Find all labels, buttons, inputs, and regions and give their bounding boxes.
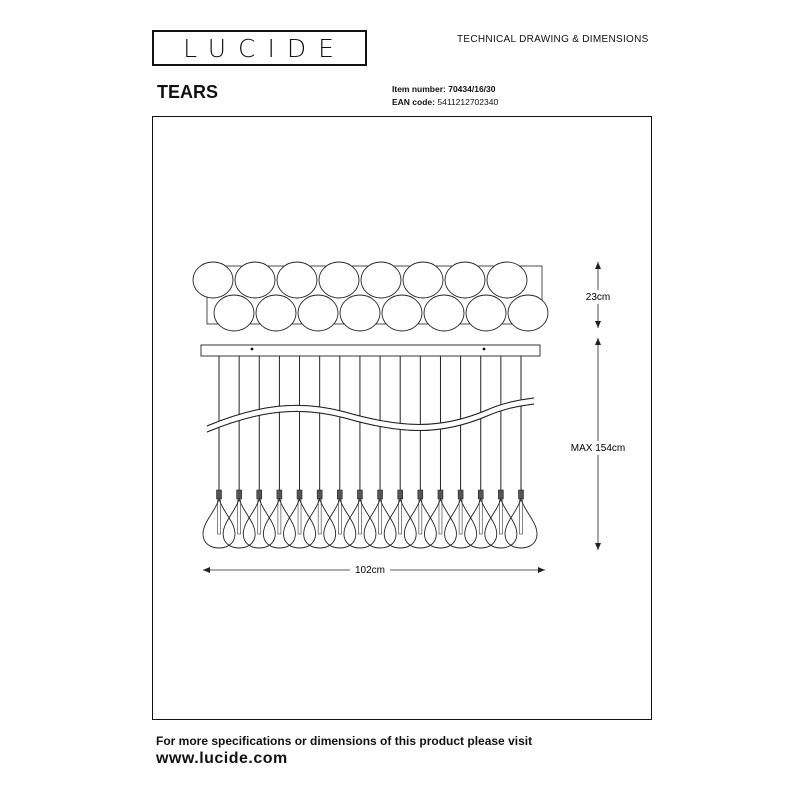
break-edge-bottom	[207, 404, 534, 432]
teardrop-glass	[384, 499, 416, 548]
teardrop-glass	[203, 499, 235, 548]
pendant-lamp	[384, 356, 416, 548]
teardrop-glass	[505, 499, 537, 548]
bulb	[499, 500, 502, 534]
website-link[interactable]: www.lucide.com	[156, 750, 288, 767]
product-name: TEARS	[157, 82, 219, 102]
ean-code-label: EAN code:	[392, 97, 435, 107]
top-view-globe	[340, 295, 380, 331]
teardrop-glass	[424, 499, 456, 548]
top-view-globe	[487, 262, 527, 298]
top-view-globe	[403, 262, 443, 298]
pendant-lamp	[284, 356, 316, 548]
teardrop-glass	[223, 499, 255, 548]
top-view-globes	[193, 262, 548, 331]
ean-code-value: 5411212702340	[437, 97, 499, 107]
bulb	[358, 500, 361, 534]
pendant-lamp	[424, 356, 456, 548]
teardrop-glass	[344, 499, 376, 548]
pendant-lamp	[465, 356, 497, 548]
arrow-right-icon	[538, 567, 545, 573]
top-view-globe	[193, 262, 233, 298]
pendant-lamp	[203, 356, 235, 548]
height-top-label: 23cm	[585, 292, 611, 303]
arrow-down-icon	[595, 321, 601, 328]
top-view-globe	[508, 295, 548, 331]
teardrop-glass	[304, 499, 336, 548]
pendant-lamp	[243, 356, 275, 548]
break-line	[207, 404, 534, 432]
top-view-globe	[445, 262, 485, 298]
canopy-screw	[483, 348, 486, 351]
top-view-globe	[466, 295, 506, 331]
bulb	[439, 500, 442, 534]
teardrop-glass	[465, 499, 497, 548]
pendant-lamp	[263, 356, 295, 548]
item-number-value: 70434/16/30	[448, 84, 496, 94]
top-view-globe	[319, 262, 359, 298]
bulb	[399, 500, 402, 534]
pendant-lamp	[324, 356, 356, 548]
top-view-globe	[277, 262, 317, 298]
top-view-globe	[361, 262, 401, 298]
top-view-globe	[235, 262, 275, 298]
pendant-lamp	[344, 356, 376, 548]
logo-text: LUCIDE	[183, 33, 346, 63]
top-view-globe	[256, 295, 296, 331]
bulb	[479, 500, 482, 534]
bulb	[278, 500, 281, 534]
top-view-globe	[298, 295, 338, 331]
pendant-lamp	[505, 356, 537, 548]
teardrop-glass	[445, 499, 477, 548]
bulb	[258, 500, 261, 534]
teardrop-glass	[364, 499, 396, 548]
top-view-globe	[424, 295, 464, 331]
arrow-left-icon	[203, 567, 210, 573]
pendant-lamp	[223, 356, 255, 548]
bulb	[298, 500, 301, 534]
teardrop-glass	[404, 499, 436, 548]
pendant-lamp	[485, 356, 517, 548]
teardrop-glass	[243, 499, 275, 548]
pendant-lamp	[445, 356, 477, 548]
width-label: 102cm	[354, 565, 386, 576]
footer-note: For more specifications or dimensions of this product please visit	[156, 734, 533, 748]
bulb	[238, 500, 241, 534]
pendant-lamp	[304, 356, 336, 548]
top-view-globe	[214, 295, 254, 331]
pendant-lamp	[404, 356, 436, 548]
bulb	[520, 500, 523, 534]
arrow-down-icon	[595, 543, 601, 550]
break-fill	[207, 398, 534, 432]
top-view-globe	[382, 295, 422, 331]
bulb	[419, 500, 422, 534]
arrow-up-icon	[595, 262, 601, 269]
pendant-lamps	[203, 356, 537, 548]
canopy-bar	[201, 345, 540, 356]
teardrop-glass	[324, 499, 356, 548]
item-number-label: Item number:	[392, 84, 446, 94]
pendant-lamp	[364, 356, 396, 548]
bulb	[318, 500, 321, 534]
height-max-label: MAX 154cm	[570, 443, 626, 454]
document-type: TECHNICAL DRAWING & DIMENSIONS	[457, 34, 649, 45]
bulb	[218, 500, 221, 534]
bulb	[459, 500, 462, 534]
bulb	[338, 500, 341, 534]
arrow-up-icon	[595, 338, 601, 345]
bulb	[379, 500, 382, 534]
teardrop-glass	[284, 499, 316, 548]
teardrop-glass	[263, 499, 295, 548]
teardrop-glass	[485, 499, 517, 548]
canopy-screw	[251, 348, 254, 351]
